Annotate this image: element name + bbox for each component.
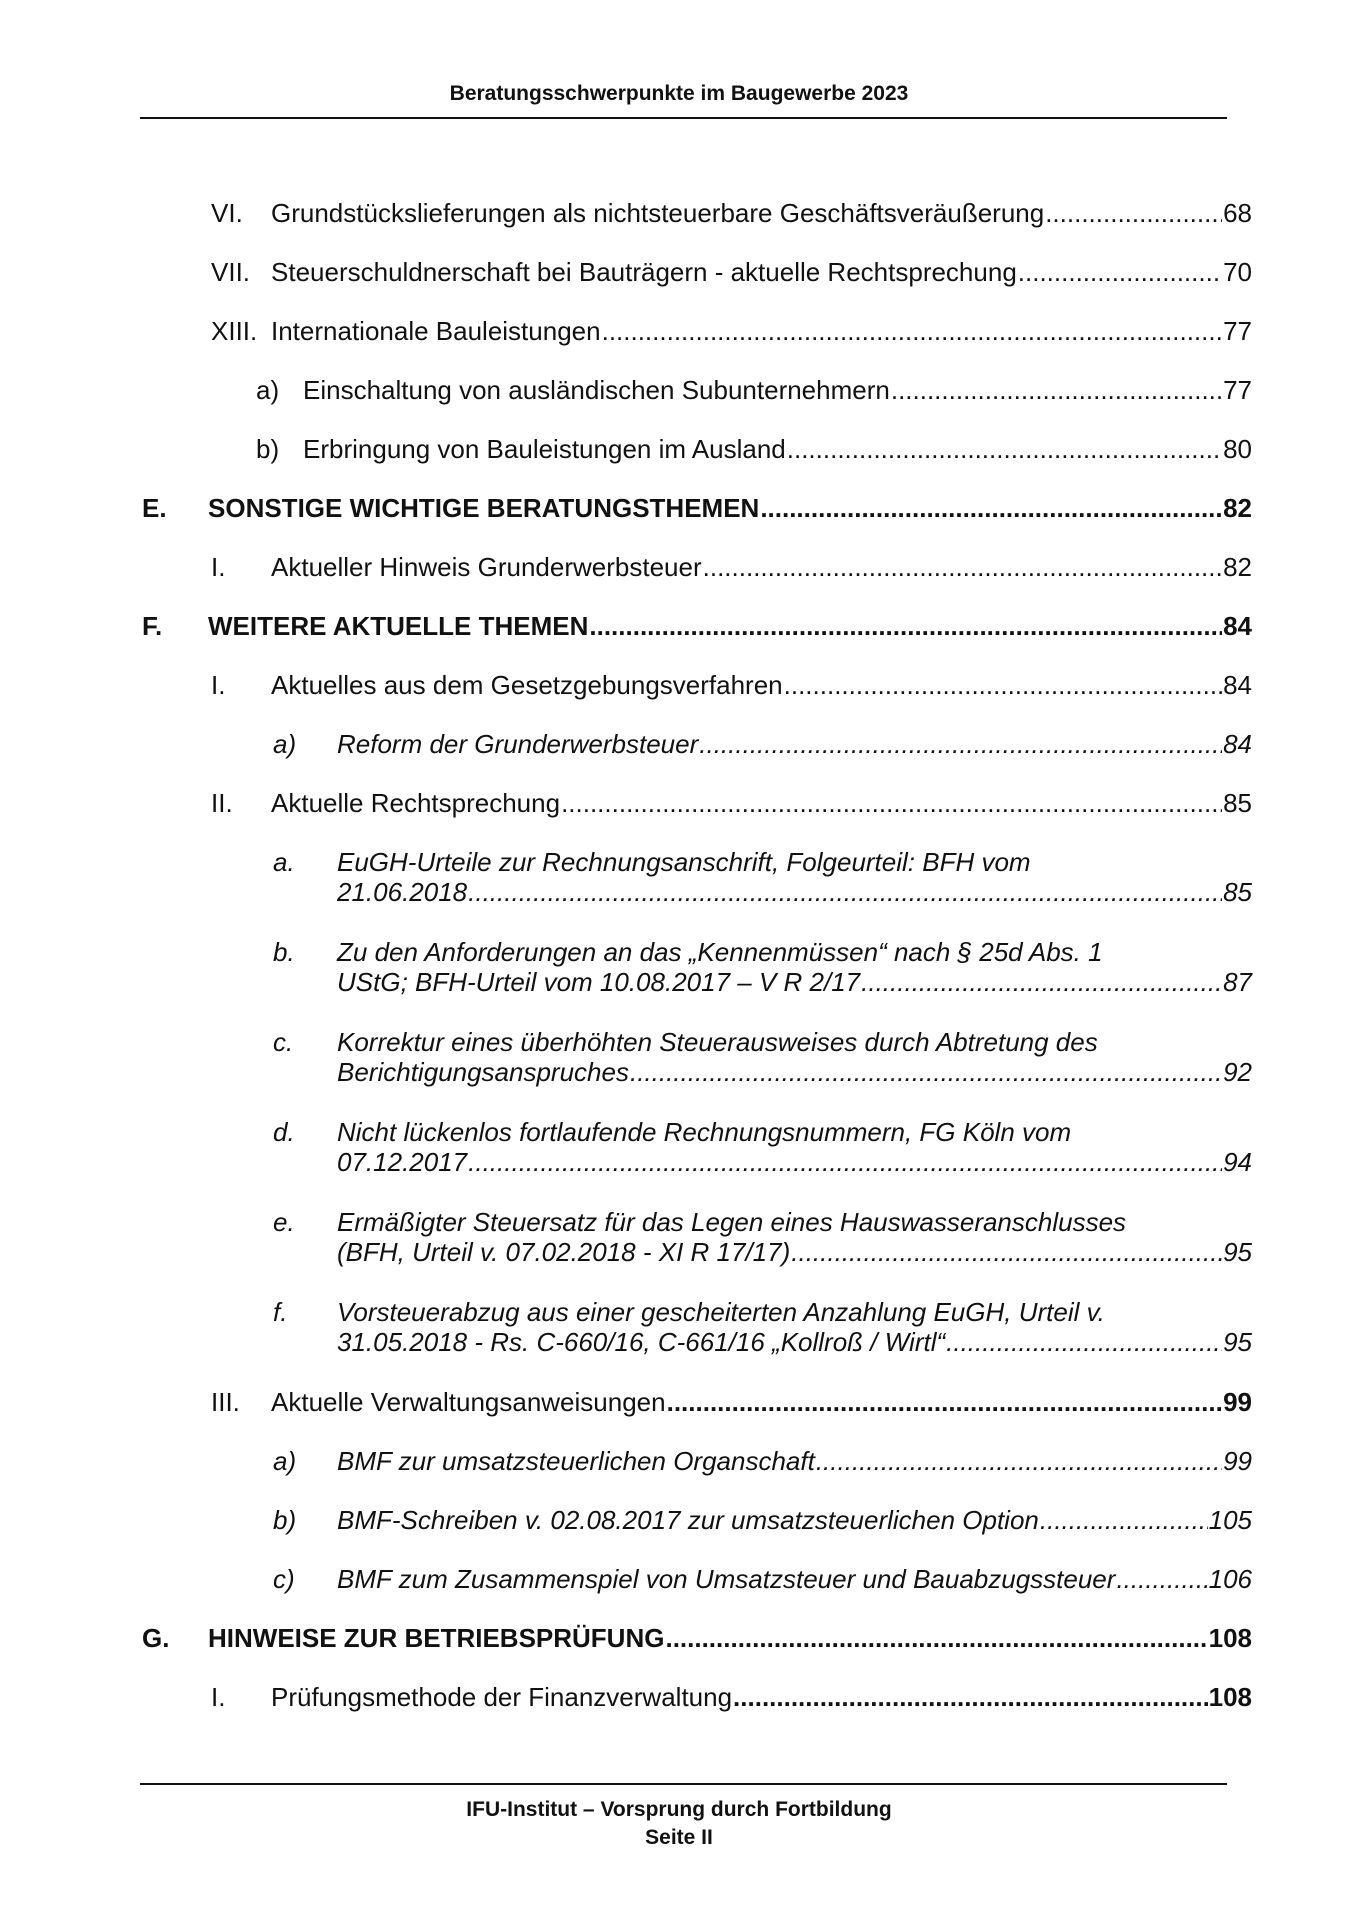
toc-entry-number: III. [211,1387,240,1417]
toc-entry-title: Aktuelles aus dem Gesetzgebungsverfahren [271,670,783,700]
toc-entry-number: a) [256,375,280,405]
toc-page-number: 94 [1223,1147,1252,1177]
toc-leader-dots [946,1327,1222,1357]
toc-page-number: 85 [1223,877,1252,907]
toc-page-number: 108 [1208,1623,1252,1653]
toc-leader-dots [760,493,1222,523]
toc-entry-title: BMF zum Zusammenspiel von Umsatzsteuer und Bauabzugssteuer [337,1564,1116,1594]
toc-entry-number: F. [142,611,163,641]
toc-entry-title: Einschaltung von ausländischen Subunternehmern [303,375,890,405]
toc-page-number: 82 [1223,552,1252,582]
footer-rule [140,1783,1227,1785]
toc-entry-title: Grundstückslieferungen als nichtsteuerbare Geschäftsveräußerung [271,198,1045,228]
toc-entry-title: 31.05.2018 - Rs. C-660/16, C-661/16 „Kollroß / Wirtl“ [337,1327,946,1357]
toc-page-number: 82 [1223,493,1252,523]
toc-entry-title: HINWEISE ZUR BETRIEBSPRÜFUNG [208,1623,665,1653]
toc-leader-dots [703,552,1222,582]
toc-entry-number: f. [273,1297,288,1327]
toc-page-number: 77 [1223,375,1252,405]
header-rule [140,117,1227,119]
toc-leader-dots [602,316,1222,346]
toc-page-number: 85 [1223,788,1252,818]
toc-entry-title: BMF zur umsatzsteuerlichen Organschaft [337,1446,815,1476]
toc-entry-title: Aktuelle Rechtsprechung [271,788,561,818]
footer-page-label: Seite II [645,1826,713,1849]
toc-leader-dots [589,611,1222,641]
toc-entry-number: I. [211,670,226,700]
toc-leader-dots [861,967,1222,997]
toc-entry-title: UStG; BFH-Urteil vom 10.08.2017 – V R 2/17 [337,967,861,997]
toc-entry-title: Aktuelle Verwaltungsanweisungen [271,1387,666,1417]
toc-entry-title-line1: Ermäßigter Steuersatz für das Legen eines Hauswasseranschlusses [337,1207,1127,1237]
toc-entry-number: I. [211,552,226,582]
toc-entry-title-line1: Nicht lückenlos fortlaufende Rechnungsnummern, FG Köln vom [337,1117,1072,1147]
toc-entry-title: Steuerschuldnerschaft bei Bauträgern - aktuelle Rechtsprechung [271,257,1017,287]
toc-leader-dots [630,1057,1222,1087]
toc-page-number: 80 [1223,434,1252,464]
toc-entry-title: Reform der Grunderwerbsteuer [337,729,699,759]
toc-entry-title: Aktueller Hinweis Grunderwerbsteuer [271,552,702,582]
toc-page-number: 84 [1223,611,1252,641]
toc-page-number: 99 [1223,1446,1252,1476]
toc-entry-title: Internationale Bauleistungen [271,316,601,346]
toc-entry-number: I. [211,1682,226,1712]
toc-leader-dots [468,877,1222,907]
toc-entry-number: c) [273,1564,295,1594]
toc-page-number: 108 [1208,1682,1252,1712]
toc-entry-number: d. [273,1117,295,1147]
toc-page-number: 92 [1223,1057,1252,1087]
toc-entry-title: 07.12.2017 [337,1147,468,1177]
toc-leader-dots [1040,1505,1208,1535]
toc-entry-number: b) [273,1505,297,1535]
toc-page-number: 77 [1223,316,1252,346]
toc-page-number: 106 [1208,1564,1252,1594]
toc-entry-title: SONSTIGE WICHTIGE BERATUNGSTHEMEN [208,493,760,523]
toc-leader-dots [791,1237,1222,1267]
toc-page-number: 99 [1223,1387,1252,1417]
toc-leader-dots [1045,198,1222,228]
toc-entry-title: Berichtigungsanspruches [337,1057,629,1087]
toc-leader-dots [784,670,1222,700]
toc-page-number: 87 [1223,967,1252,997]
toc-entry-title-line1: Korrektur eines überhöhten Steuerausweises durch Abtretung des [337,1027,1098,1057]
footer-institute: IFU-Institut – Vorsprung durch Fortbildung [466,1798,892,1821]
toc-entry-title: BMF-Schreiben v. 02.08.2017 zur umsatzsteuerlichen Option [337,1505,1039,1535]
toc-entry-title: WEITERE AKTUELLE THEMEN [208,611,589,641]
toc-leader-dots [733,1682,1208,1712]
toc-entry-title: (BFH, Urteil v. 07.02.2018 - XI R 17/17) [337,1237,791,1267]
toc-leader-dots [1018,257,1222,287]
toc-leader-dots [561,788,1222,818]
toc-leader-dots [816,1446,1222,1476]
toc-entry-number: a) [273,1446,297,1476]
toc-entry-number: G. [142,1623,170,1653]
page-header-title: Beratungsschwerpunkte im Baugewerbe 2023 [449,82,909,105]
toc-entry-number: b) [256,434,280,464]
toc-page-number: 84 [1223,670,1252,700]
toc-entry-number: e. [273,1207,295,1237]
toc-entry-title: Prüfungsmethode der Finanzverwaltung [271,1682,733,1712]
toc-entry-number: II. [211,788,233,818]
toc-page-number: 105 [1208,1505,1252,1535]
toc-leader-dots [699,729,1222,759]
toc-leader-dots [665,1623,1207,1653]
toc-entry-number: a. [273,847,295,877]
toc-entry-title: Erbringung von Bauleistungen im Ausland [303,434,786,464]
toc-entry-number: VI. [211,198,243,228]
toc-entry-number: c. [273,1027,294,1057]
toc-page-number: 95 [1223,1327,1252,1357]
toc-entry-number: VII. [211,257,251,287]
toc-leader-dots [891,375,1222,405]
toc-page-number: 84 [1223,729,1252,759]
toc-page-number: 68 [1223,198,1252,228]
toc-entry-number: E. [142,493,167,523]
toc-leader-dots [787,434,1222,464]
toc-entry-title-line1: Zu den Anforderungen an das „Kennenmüssen“ nach § 25d Abs. 1 [337,937,1103,967]
toc-entry-number: a) [273,729,297,759]
toc-entry-number: XIII. [211,316,258,346]
toc-entry-title: 21.06.2018 [337,877,468,907]
toc-page-number: 95 [1223,1237,1252,1267]
toc-entry-title-line1: Vorsteuerabzug aus einer gescheiterten Anzahlung EuGH, Urteil v. [337,1297,1105,1327]
toc-entry-title-line1: EuGH-Urteile zur Rechnungsanschrift, Folgeurteil: BFH vom [337,847,1031,877]
toc-leader-dots [667,1387,1222,1417]
toc-page-number: 70 [1223,257,1252,287]
toc-leader-dots [468,1147,1222,1177]
toc-entry-number: b. [273,937,295,967]
toc-leader-dots [1116,1564,1207,1594]
